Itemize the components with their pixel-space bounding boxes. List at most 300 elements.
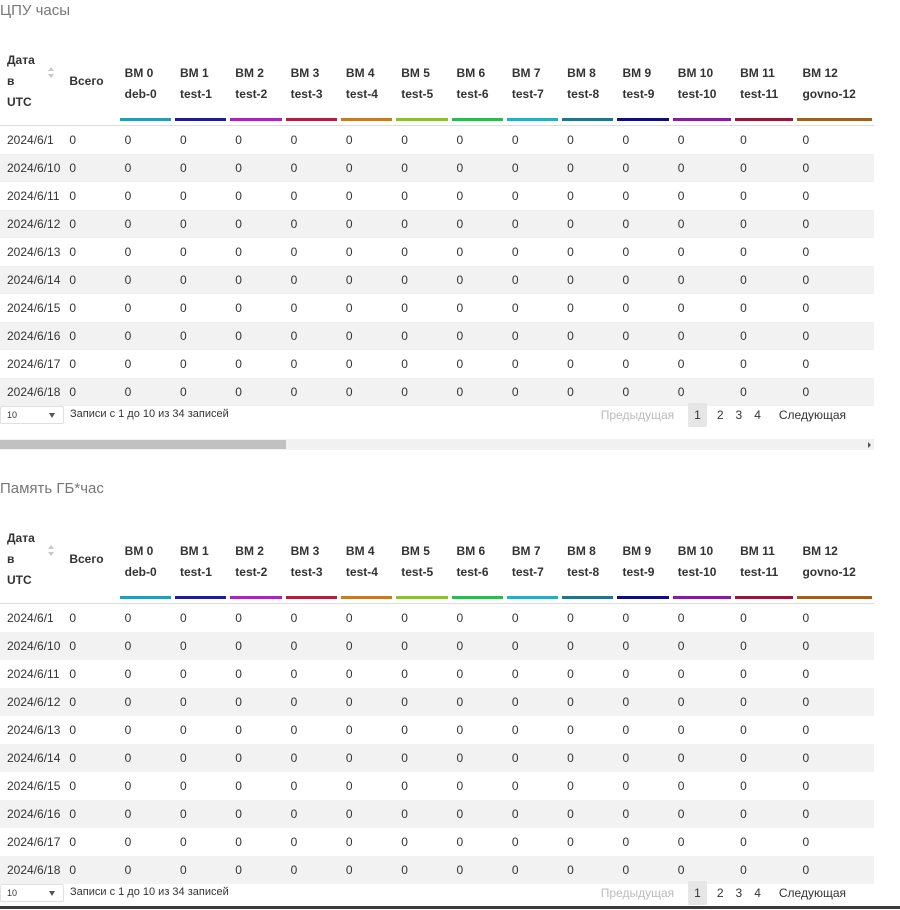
cell-vm-12: 0: [795, 266, 874, 294]
vm-id: ВМ 9: [622, 544, 652, 558]
vm-color-line: [120, 118, 171, 121]
table-row: [0, 238, 874, 266]
cell-vm-3: 0: [284, 238, 339, 266]
cell-vm-12: 0: [795, 772, 874, 800]
cell-vm-0: 0: [118, 688, 173, 716]
cell-vm-0: 0: [118, 660, 173, 688]
cell-vm-7: 0: [505, 210, 560, 238]
cell-total: 0: [62, 126, 117, 155]
vm-id: ВМ 6: [456, 66, 486, 80]
vm-color-line: [562, 596, 613, 599]
column-header-vm-8[interactable]: [560, 515, 615, 604]
date-header-line: UTC: [7, 94, 32, 109]
cpu-hours-section: [0, 0, 874, 452]
cell-vm-2: 0: [228, 744, 283, 772]
cell-vm-0: 0: [118, 716, 173, 744]
cell-vm-8: 0: [560, 716, 615, 744]
pagination: [595, 880, 852, 906]
cell-vm-9: 0: [615, 350, 670, 378]
vm-color-line: [797, 596, 872, 599]
sort-down-icon: [48, 552, 54, 556]
column-header-vm-9[interactable]: [615, 515, 670, 604]
column-header-vm-4[interactable]: [339, 515, 394, 604]
cell-vm-9: 0: [615, 378, 670, 406]
vm-name: test-2: [235, 87, 268, 101]
cell-vm-11: 0: [733, 182, 795, 210]
column-header-vm-0[interactable]: [118, 515, 173, 604]
vm-id: ВМ 10: [677, 544, 714, 558]
cell-date: 2024/6/10: [0, 154, 62, 182]
cell-vm-8: 0: [560, 660, 615, 688]
column-header-vm-1[interactable]: [173, 515, 228, 604]
table-row: [0, 800, 874, 828]
table-row: [0, 744, 874, 772]
cell-vm-4: 0: [339, 660, 394, 688]
cell-vm-12: 0: [795, 182, 874, 210]
column-header-vm-10[interactable]: [671, 515, 733, 604]
cell-vm-1: 0: [173, 772, 228, 800]
page-button-1[interactable]: 1: [688, 403, 707, 427]
cell-vm-5: 0: [394, 294, 449, 322]
cell-vm-3: 0: [284, 660, 339, 688]
cell-date: 2024/6/17: [0, 828, 62, 856]
cell-vm-1: 0: [173, 126, 228, 155]
cell-vm-4: 0: [339, 350, 394, 378]
vm-id: ВМ 5: [401, 544, 430, 558]
vm-color-line: [452, 596, 503, 599]
vm-color-line: [617, 596, 668, 599]
cell-vm-9: 0: [615, 856, 670, 884]
cell-vm-7: 0: [505, 660, 560, 688]
cell-vm-5: 0: [394, 828, 449, 856]
cell-vm-9: 0: [615, 772, 670, 800]
vm-id: ВМ 3: [290, 66, 320, 80]
sort-down-icon: [48, 74, 54, 78]
column-header-vm-9[interactable]: [615, 37, 670, 126]
cell-vm-11: 0: [733, 266, 795, 294]
page-button-2[interactable]: 2: [716, 408, 724, 422]
cell-total: 0: [62, 744, 117, 772]
page-length-select[interactable]: [0, 884, 64, 902]
cell-vm-6: 0: [450, 688, 505, 716]
table-row: [0, 154, 874, 182]
vm-name: test-10: [677, 565, 717, 579]
cell-vm-7: 0: [505, 322, 560, 350]
cell-vm-8: 0: [560, 294, 615, 322]
sort-icon[interactable]: [48, 545, 56, 559]
cell-vm-10: 0: [671, 294, 733, 322]
cell-vm-5: 0: [394, 772, 449, 800]
cell-vm-1: 0: [173, 294, 228, 322]
cell-vm-7: 0: [505, 828, 560, 856]
date-header-line: UTC: [7, 572, 32, 587]
column-header-total[interactable]: Всего: [69, 73, 104, 88]
cell-vm-6: 0: [450, 660, 505, 688]
cell-vm-10: 0: [671, 322, 733, 350]
cell-vm-10: 0: [671, 154, 733, 182]
cell-vm-4: 0: [339, 322, 394, 350]
vm-color-line: [735, 118, 793, 121]
cell-vm-10: 0: [671, 828, 733, 856]
cell-vm-11: 0: [733, 604, 795, 633]
vm-id: ВМ 9: [622, 66, 652, 80]
vm-color-line: [673, 596, 731, 599]
cell-vm-4: 0: [339, 772, 394, 800]
cell-vm-7: 0: [505, 772, 560, 800]
cell-vm-10: 0: [671, 126, 733, 155]
cell-vm-11: 0: [733, 322, 795, 350]
cell-date: 2024/6/13: [0, 716, 62, 744]
cell-vm-0: 0: [118, 266, 173, 294]
cell-vm-4: 0: [339, 744, 394, 772]
cell-vm-11: 0: [733, 238, 795, 266]
vm-name: test-8: [567, 87, 600, 101]
column-header-vm-5[interactable]: [394, 37, 449, 126]
cell-vm-3: 0: [284, 604, 339, 633]
cell-vm-10: 0: [671, 182, 733, 210]
cell-vm-7: 0: [505, 632, 560, 660]
page-length-select[interactable]: [0, 406, 64, 424]
cell-total: 0: [62, 350, 117, 378]
cell-vm-9: 0: [615, 632, 670, 660]
page-button-2[interactable]: 2: [716, 886, 724, 900]
page-button-3[interactable]: 3: [735, 886, 743, 900]
cell-vm-6: 0: [450, 772, 505, 800]
cell-vm-11: 0: [733, 126, 795, 155]
cell-vm-3: 0: [284, 294, 339, 322]
cell-date: 2024/6/15: [0, 772, 62, 800]
table-body: [0, 126, 874, 407]
date-header-line: Дата: [7, 530, 35, 545]
cell-vm-8: 0: [560, 210, 615, 238]
cell-vm-9: 0: [615, 322, 670, 350]
chevron-down-icon: [49, 891, 55, 896]
cell-vm-2: 0: [228, 716, 283, 744]
cell-vm-5: 0: [394, 688, 449, 716]
page-button-4[interactable]: 4: [754, 408, 761, 422]
vm-name: test-11: [740, 87, 779, 101]
cell-vm-4: 0: [339, 716, 394, 744]
column-header-vm-11[interactable]: [733, 37, 795, 126]
vm-name: test-3: [290, 87, 323, 101]
cell-vm-4: 0: [339, 126, 394, 155]
vm-name: test-9: [622, 87, 655, 101]
vm-name: test-6: [456, 87, 489, 101]
vm-id: ВМ 8: [567, 544, 596, 558]
column-header-vm-6[interactable]: [450, 515, 505, 604]
vm-color-line: [175, 596, 226, 599]
cell-vm-5: 0: [394, 632, 449, 660]
vm-name: test-11: [740, 565, 779, 579]
pagination: [595, 402, 852, 428]
cell-total: 0: [62, 716, 117, 744]
cell-vm-11: 0: [733, 154, 795, 182]
cell-vm-11: 0: [733, 660, 795, 688]
cell-vm-11: 0: [733, 716, 795, 744]
column-header-vm-12[interactable]: [795, 515, 874, 604]
cell-vm-5: 0: [394, 856, 449, 884]
cell-vm-12: 0: [795, 828, 874, 856]
cell-vm-4: 0: [339, 378, 394, 406]
vm-id: ВМ 3: [290, 544, 320, 558]
scrollbar-thumb[interactable]: [0, 440, 286, 449]
next-page-button[interactable]: Следующая: [778, 408, 846, 422]
cell-vm-7: 0: [505, 182, 560, 210]
column-header-vm-2[interactable]: [228, 37, 283, 126]
cell-vm-4: 0: [339, 828, 394, 856]
cell-date: 2024/6/11: [0, 660, 62, 688]
vm-color-line: [507, 596, 558, 599]
column-header-vm-0[interactable]: [118, 37, 173, 126]
vm-id: ВМ 6: [456, 544, 486, 558]
cell-vm-1: 0: [173, 856, 228, 884]
cell-vm-5: 0: [394, 716, 449, 744]
cell-vm-9: 0: [615, 688, 670, 716]
cell-vm-6: 0: [450, 266, 505, 294]
prev-page-button[interactable]: Предыдущая: [600, 408, 675, 422]
cell-vm-12: 0: [795, 604, 874, 633]
vm-id: ВМ 4: [345, 66, 375, 80]
cell-vm-10: 0: [671, 660, 733, 688]
vm-name: test-4: [345, 87, 378, 101]
cell-vm-0: 0: [118, 828, 173, 856]
cell-vm-1: 0: [173, 182, 228, 210]
cell-vm-11: 0: [733, 772, 795, 800]
cell-vm-7: 0: [505, 154, 560, 182]
cell-total: 0: [62, 238, 117, 266]
column-header-date[interactable]: [0, 37, 62, 126]
vm-name: test-6: [456, 565, 489, 579]
cell-vm-9: 0: [615, 182, 670, 210]
cell-vm-5: 0: [394, 182, 449, 210]
page-button-3[interactable]: 3: [735, 408, 743, 422]
cell-vm-9: 0: [615, 266, 670, 294]
cell-vm-6: 0: [450, 350, 505, 378]
cell-date: 2024/6/18: [0, 856, 62, 884]
cell-vm-10: 0: [671, 800, 733, 828]
column-header-vm-2[interactable]: [228, 515, 283, 604]
cell-vm-5: 0: [394, 378, 449, 406]
table-row: [0, 126, 874, 155]
cell-vm-0: 0: [118, 126, 173, 155]
cell-vm-6: 0: [450, 238, 505, 266]
cell-vm-11: 0: [733, 350, 795, 378]
header-row: [0, 37, 874, 126]
cell-vm-4: 0: [339, 632, 394, 660]
column-header-vm-8[interactable]: [560, 37, 615, 126]
cell-vm-1: 0: [173, 378, 228, 406]
cell-vm-3: 0: [284, 716, 339, 744]
cell-vm-4: 0: [339, 182, 394, 210]
cell-vm-0: 0: [118, 154, 173, 182]
vm-color-line: [341, 118, 392, 121]
cell-vm-5: 0: [394, 800, 449, 828]
cell-vm-10: 0: [671, 856, 733, 884]
cell-total: 0: [62, 772, 117, 800]
cell-vm-0: 0: [118, 350, 173, 378]
cell-total: 0: [62, 800, 117, 828]
page-length-value: 10: [7, 410, 18, 420]
column-header-vm-7[interactable]: [505, 37, 560, 126]
cell-vm-5: 0: [394, 210, 449, 238]
page-length-value: 10: [7, 888, 18, 898]
column-header-vm-10[interactable]: [671, 37, 733, 126]
column-header-vm-1[interactable]: [173, 37, 228, 126]
vm-id: ВМ 0: [124, 544, 154, 558]
cell-date: 2024/6/14: [0, 266, 62, 294]
cell-vm-4: 0: [339, 604, 394, 633]
column-header-vm-12[interactable]: [795, 37, 874, 126]
cell-vm-1: 0: [173, 688, 228, 716]
cell-vm-4: 0: [339, 856, 394, 884]
cell-vm-1: 0: [173, 266, 228, 294]
cell-vm-12: 0: [795, 378, 874, 406]
cell-vm-0: 0: [118, 800, 173, 828]
vm-color-line: [396, 118, 447, 121]
cell-vm-8: 0: [560, 744, 615, 772]
column-header-vm-3[interactable]: [284, 37, 339, 126]
cell-vm-5: 0: [394, 744, 449, 772]
cell-vm-9: 0: [615, 828, 670, 856]
cell-vm-7: 0: [505, 604, 560, 633]
column-header-vm-6[interactable]: [450, 37, 505, 126]
cell-vm-12: 0: [795, 744, 874, 772]
cell-vm-2: 0: [228, 182, 283, 210]
cell-vm-0: 0: [118, 378, 173, 406]
vm-id: ВМ 1: [179, 544, 209, 558]
vm-id: ВМ 7: [511, 544, 541, 558]
column-header-vm-7[interactable]: [505, 515, 560, 604]
cell-vm-12: 0: [795, 350, 874, 378]
column-header-vm-5[interactable]: [394, 515, 449, 604]
cell-total: 0: [62, 378, 117, 406]
table-row: [0, 210, 874, 238]
cell-vm-12: 0: [795, 632, 874, 660]
cell-vm-3: 0: [284, 772, 339, 800]
cell-vm-6: 0: [450, 828, 505, 856]
cell-vm-5: 0: [394, 266, 449, 294]
column-header-vm-3[interactable]: [284, 515, 339, 604]
cell-vm-6: 0: [450, 154, 505, 182]
scroll-right-arrow-icon[interactable]: [868, 442, 871, 448]
cell-vm-8: 0: [560, 266, 615, 294]
cell-vm-2: 0: [228, 266, 283, 294]
cell-vm-5: 0: [394, 604, 449, 633]
vm-id: ВМ 8: [567, 66, 596, 80]
cell-vm-12: 0: [795, 210, 874, 238]
cell-date: 2024/6/16: [0, 322, 62, 350]
cell-vm-12: 0: [795, 688, 874, 716]
page-button-4[interactable]: 4: [754, 886, 761, 900]
cell-vm-3: 0: [284, 210, 339, 238]
cell-vm-12: 0: [795, 322, 874, 350]
cell-date: 2024/6/13: [0, 238, 62, 266]
cell-vm-2: 0: [228, 294, 283, 322]
cell-vm-7: 0: [505, 294, 560, 322]
cell-vm-12: 0: [795, 716, 874, 744]
table-footer: [0, 402, 874, 432]
cell-vm-10: 0: [671, 772, 733, 800]
cell-total: 0: [62, 182, 117, 210]
memory-gb-hours-table: [0, 515, 874, 884]
cell-total: 0: [62, 688, 117, 716]
cell-vm-8: 0: [560, 238, 615, 266]
cell-vm-2: 0: [228, 856, 283, 884]
cell-vm-9: 0: [615, 604, 670, 633]
cell-vm-9: 0: [615, 716, 670, 744]
cell-vm-1: 0: [173, 828, 228, 856]
cell-vm-8: 0: [560, 800, 615, 828]
next-page-button[interactable]: Следующая: [778, 886, 846, 900]
cell-vm-11: 0: [733, 378, 795, 406]
vm-id: ВМ 11: [740, 66, 775, 80]
vm-name: test-3: [290, 565, 323, 579]
cell-vm-6: 0: [450, 126, 505, 155]
cell-vm-2: 0: [228, 660, 283, 688]
cell-date: 2024/6/1: [0, 604, 62, 633]
cell-vm-0: 0: [118, 604, 173, 633]
column-header-vm-11[interactable]: [733, 515, 795, 604]
cell-vm-4: 0: [339, 266, 394, 294]
table-row: [0, 688, 874, 716]
vm-name: deb-0: [124, 565, 157, 579]
column-header-date[interactable]: [0, 515, 62, 604]
cell-vm-4: 0: [339, 238, 394, 266]
vm-color-line: [230, 596, 281, 599]
column-header-vm-4[interactable]: [339, 37, 394, 126]
vm-id: ВМ 11: [740, 544, 775, 558]
cell-vm-6: 0: [450, 744, 505, 772]
page-button-1[interactable]: 1: [688, 881, 707, 905]
cell-vm-2: 0: [228, 322, 283, 350]
cell-vm-9: 0: [615, 800, 670, 828]
cell-vm-3: 0: [284, 688, 339, 716]
vm-color-line: [396, 596, 447, 599]
vm-name: test-1: [179, 87, 212, 101]
cell-vm-9: 0: [615, 294, 670, 322]
sort-icon[interactable]: [48, 67, 56, 81]
cell-vm-10: 0: [671, 210, 733, 238]
vm-name: test-2: [235, 565, 268, 579]
cell-vm-0: 0: [118, 210, 173, 238]
cell-total: 0: [62, 266, 117, 294]
cell-date: 2024/6/11: [0, 182, 62, 210]
vm-name: govno-12: [802, 87, 856, 101]
cell-vm-1: 0: [173, 716, 228, 744]
cell-vm-2: 0: [228, 828, 283, 856]
cell-vm-1: 0: [173, 604, 228, 633]
horizontal-scrollbar[interactable]: [0, 439, 874, 450]
vm-name: test-4: [345, 565, 378, 579]
cell-vm-1: 0: [173, 660, 228, 688]
prev-page-button[interactable]: Предыдущая: [600, 886, 675, 900]
cell-vm-10: 0: [671, 632, 733, 660]
vm-name: test-5: [401, 87, 434, 101]
vm-color-line: [341, 596, 392, 599]
cell-vm-3: 0: [284, 182, 339, 210]
cell-vm-2: 0: [228, 154, 283, 182]
cell-vm-7: 0: [505, 378, 560, 406]
cell-vm-3: 0: [284, 828, 339, 856]
column-header-total[interactable]: Всего: [69, 551, 104, 566]
cell-vm-10: 0: [671, 238, 733, 266]
cell-vm-9: 0: [615, 238, 670, 266]
vm-id: ВМ 5: [401, 66, 430, 80]
cell-vm-5: 0: [394, 350, 449, 378]
table-row: [0, 660, 874, 688]
date-header-line: в: [7, 73, 15, 88]
cell-vm-8: 0: [560, 828, 615, 856]
